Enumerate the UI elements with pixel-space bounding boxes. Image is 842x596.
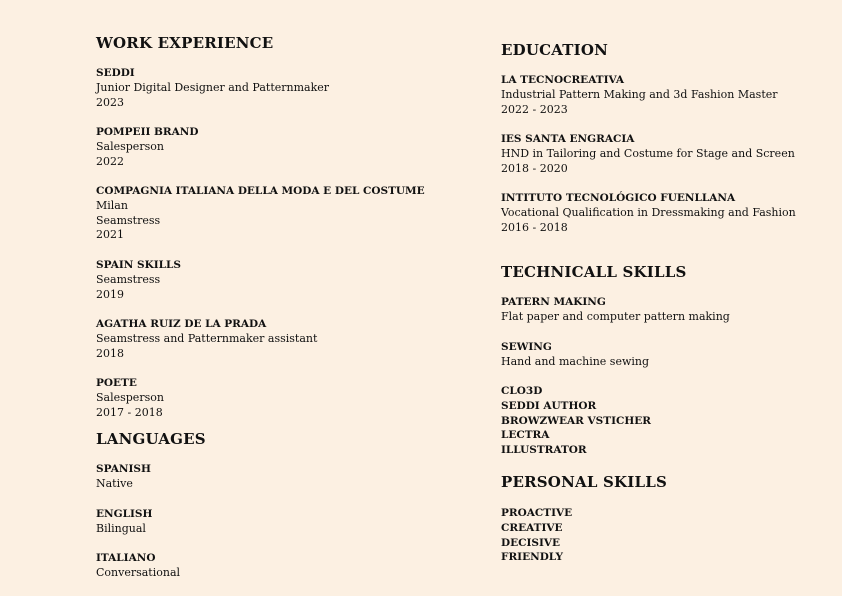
- education-date: 2018 - 2020: [501, 161, 568, 175]
- personal-skills-list: [501, 506, 572, 565]
- technical-skill-detail: Hand and machine sewing: [501, 354, 650, 368]
- work-entry-name: POETE: [96, 377, 137, 389]
- personal-skill-item: CREATIVE: [501, 521, 563, 534]
- personal-skill-item: DECISIVE: [501, 536, 561, 549]
- work-entry-role: Salesperson: [96, 139, 164, 153]
- education-date: 2022 - 2023: [501, 102, 568, 116]
- work-entry-name: SPAIN SKILLS: [96, 259, 181, 271]
- work-entry-agatha: [96, 317, 317, 361]
- work-entry-seddi: [96, 66, 329, 110]
- education-entry-tecnocreativa: [501, 73, 778, 117]
- language-entry-italiano: [96, 551, 180, 581]
- language-level: Conversational: [96, 565, 181, 579]
- work-entry-name: SEDDI: [96, 67, 135, 79]
- education-heading: EDUCATION: [501, 41, 609, 59]
- technical-entry-sewing: [501, 340, 649, 370]
- education-entry-fuenllana: [501, 191, 796, 235]
- work-entry-location: Milan: [96, 198, 128, 212]
- education-entry-santa-engracia: [501, 132, 795, 176]
- software-item: CLO3D: [501, 385, 543, 397]
- software-item: SEDDI AUTHOR: [501, 399, 597, 412]
- education-name: INTITUTO TECNOLÓGICO FUENLLANA: [501, 192, 736, 204]
- work-entry-role: Seamstress: [96, 272, 161, 286]
- work-entry-role: Seamstress: [96, 213, 161, 227]
- work-entry-date: 2023: [96, 95, 124, 109]
- language-level: Native: [96, 476, 133, 490]
- technical-skill-detail: Flat paper and computer pattern making: [501, 309, 730, 323]
- work-entry-date: 2019: [96, 287, 124, 301]
- software-item: LECTRA: [501, 429, 550, 442]
- work-entry-date: 2021: [96, 228, 124, 242]
- education-program: HND in Tailoring and Costume for Stage and Screen: [501, 146, 795, 160]
- technical-skills-heading: TECHNICALL SKILLS: [501, 263, 687, 281]
- software-item: ILLUSTRATOR: [501, 444, 587, 457]
- work-entry-date: 2018: [96, 346, 124, 360]
- personal-skills-heading: PERSONAL SKILLS: [501, 473, 668, 491]
- education-date: 2016 - 2018: [501, 220, 568, 234]
- education-program: Vocational Qualification in Dressmaking and Fashion: [501, 205, 796, 219]
- language-entry-spanish: [96, 462, 151, 492]
- personal-skill-item: FRIENDLY: [501, 551, 564, 564]
- language-level: Bilingual: [96, 521, 146, 535]
- work-entry-spain-skills: [96, 258, 181, 302]
- work-entry-name: AGATHA RUIZ DE LA PRADA: [96, 318, 267, 330]
- work-experience-heading: WORK EXPERIENCE: [96, 34, 274, 52]
- personal-skill-item: PROACTIVE: [501, 507, 573, 519]
- work-entry-date: 2017 - 2018: [96, 405, 163, 419]
- work-entry-poete: [96, 376, 164, 420]
- languages-heading: LANGUAGES: [96, 430, 206, 448]
- work-entry-role: Junior Digital Designer and Patternmaker: [96, 80, 330, 94]
- work-entry-role: Seamstress and Patternmaker assistant: [96, 331, 318, 345]
- technical-skill-name: SEWING: [501, 341, 552, 353]
- work-entry-compagnia: [96, 184, 425, 243]
- education-name: LA TECNOCREATIVA: [501, 74, 624, 86]
- language-name: ENGLISH: [96, 508, 153, 520]
- software-item: BROWZWEAR VSTICHER: [501, 414, 651, 427]
- language-name: SPANISH: [96, 463, 151, 475]
- language-entry-english: [96, 507, 152, 537]
- software-list: [501, 384, 651, 458]
- work-entry-date: 2022: [96, 154, 124, 168]
- technical-entry-pattern-making: [501, 295, 730, 325]
- work-entry-name: COMPAGNIA ITALIANA DELLA MODA E DEL COSTUME: [96, 185, 425, 197]
- education-name: IES SANTA ENGRACIA: [501, 133, 635, 145]
- work-entry-name: POMPEII BRAND: [96, 126, 199, 138]
- language-name: ITALIANO: [96, 552, 156, 564]
- technical-skill-name: PATERN MAKING: [501, 296, 606, 308]
- education-program: Industrial Pattern Making and 3d Fashion Master: [501, 87, 778, 101]
- work-entry-role: Salesperson: [96, 390, 164, 404]
- work-entry-pompeii: [96, 125, 199, 169]
